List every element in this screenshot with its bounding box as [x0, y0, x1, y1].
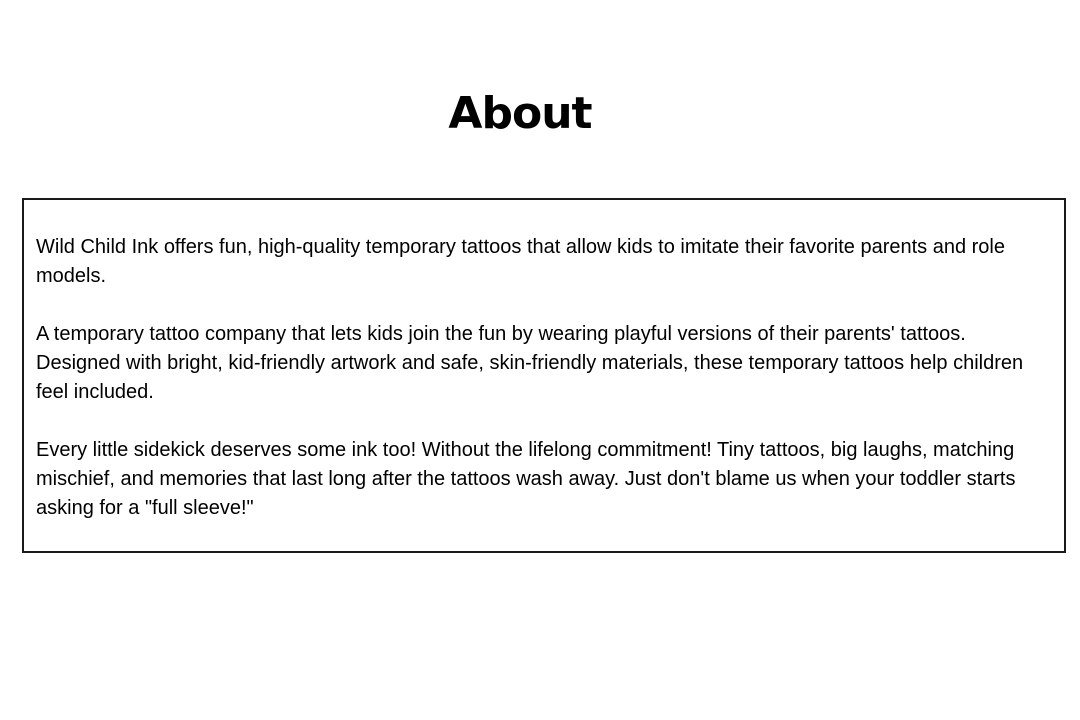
about-paragraph-sidekick: Every little sidekick deserves some ink too! Without the lifelong commitment! Tiny tattoos, big laughs, matching mischief, and memories that last long after the tattoos wash away. Just don't blame us when your toddler starts asking for a "full sleeve!"	[36, 439, 1016, 519]
about-paragraph-company: A temporary tattoo company that lets kids join the fun by wearing playful versions of their parents' tattoos. Designed with bright, kid-friendly artwork and safe, skin-friendly materials, these temporary tattoos help children feel included.	[36, 323, 1024, 403]
about-paragraph-intro: Wild Child Ink offers fun, high-quality temporary tattoos that allow kids to imitate their favorite parents and role models.	[36, 236, 1005, 287]
about-text-box	[22, 198, 1066, 553]
page-title: About	[448, 88, 592, 139]
